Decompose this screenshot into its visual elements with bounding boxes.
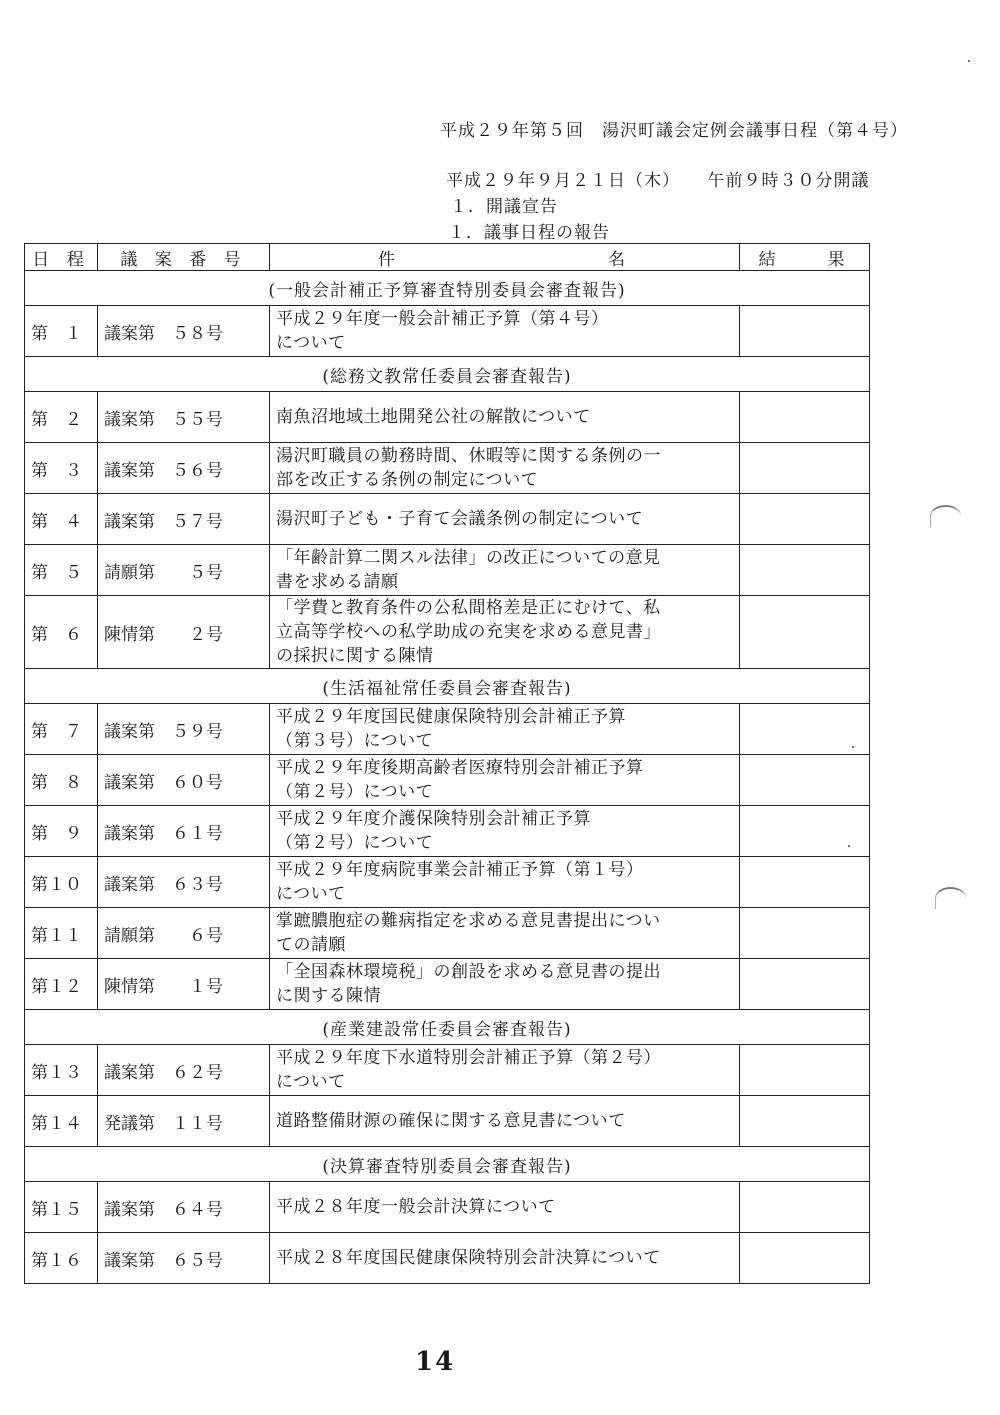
bill-number-cell: 議案第 ６２号 — [98, 1045, 270, 1096]
subject-cell: 平成２９年度下水道特別会計補正予算（第２号） について — [270, 1045, 740, 1096]
schedule-number-cell: 第１２ — [25, 959, 98, 1010]
section-header-row — [25, 1010, 870, 1045]
agenda-header-row — [25, 244, 870, 271]
schedule-number-cell: 第１３ — [25, 1045, 98, 1096]
scan-speck — [852, 746, 854, 748]
bill-number-cell: 議案第 ６１号 — [98, 806, 270, 857]
schedule-number-cell: 第 ８ — [25, 755, 98, 806]
bill-number-cell: 議案第 ５８号 — [98, 306, 270, 357]
result-cell — [740, 306, 870, 357]
section-header: (一般会計補正予算審査特別委員会審査報告) — [25, 271, 870, 306]
subject-cell: 南魚沼地域土地開発公社の解散について — [270, 392, 740, 443]
punch-hole-mark — [935, 887, 966, 909]
result-cell — [740, 908, 870, 959]
table-row — [25, 755, 870, 806]
subject-cell: 湯沢町子ども・子育て会議条例の制定について — [270, 494, 740, 545]
subject-cell: 平成２９年度国民健康保険特別会計補正予算 （第３号）について — [270, 704, 740, 755]
bill-number-cell: 陳情第 ２号 — [98, 596, 270, 669]
subject-cell: 平成２９年度介護保険特別会計補正予算 （第２号）について — [270, 806, 740, 857]
bill-number-cell: 発議第 １１号 — [98, 1096, 270, 1147]
scan-speck — [968, 60, 970, 62]
result-cell — [740, 959, 870, 1010]
subject-cell: 掌蹠膿胞症の難病指定を求める意見書提出につい ての請願 — [270, 908, 740, 959]
table-row — [25, 392, 870, 443]
table-row — [25, 1045, 870, 1096]
schedule-number-cell: 第１１ — [25, 908, 98, 959]
section-header-row — [25, 669, 870, 704]
subject-cell: 平成２９年度一般会計補正予算（第４号） について — [270, 306, 740, 357]
subject-cell: 平成２８年度国民健康保険特別会計決算について — [270, 1233, 740, 1284]
table-row — [25, 908, 870, 959]
table-row — [25, 857, 870, 908]
subject-cell: 「年齢計算二関スル法律」の改正についての意見 書を求める請願 — [270, 545, 740, 596]
subject-cell: 平成２９年度病院事業会計補正予算（第１号） について — [270, 857, 740, 908]
schedule-number-cell: 第１０ — [25, 857, 98, 908]
result-cell — [740, 1233, 870, 1284]
section-header: (総務文教常任委員会審査報告) — [25, 357, 870, 392]
column-header-schedule: 日 程 — [25, 244, 98, 271]
table-row — [25, 306, 870, 357]
table-row — [25, 959, 870, 1010]
bill-number-cell: 陳情第 １号 — [98, 959, 270, 1010]
table-row — [25, 806, 870, 857]
page-number: 14 — [415, 1347, 456, 1377]
column-header-bill-number: 議 案 番 号 — [98, 244, 270, 271]
result-cell — [740, 1096, 870, 1147]
result-cell — [740, 1045, 870, 1096]
table-row — [25, 545, 870, 596]
bill-number-cell: 議案第 ５５号 — [98, 392, 270, 443]
table-row — [25, 596, 870, 669]
subject-cell: 「学費と教育条件の公私間格差是正にむけて、私 立高等学校への私学助成の充実を求める意見書」 の採択に関する陳情 — [270, 596, 740, 669]
result-cell — [740, 545, 870, 596]
schedule-number-cell: 第 ３ — [25, 443, 98, 494]
result-cell — [740, 443, 870, 494]
bill-number-cell: 議案第 ５９号 — [98, 704, 270, 755]
schedule-number-cell: 第 ６ — [25, 596, 98, 669]
schedule-number-cell: 第１４ — [25, 1096, 98, 1147]
section-header-row — [25, 271, 870, 306]
table-row — [25, 704, 870, 755]
schedule-number-cell: 第１５ — [25, 1182, 98, 1233]
bill-number-cell: 議案第 ６５号 — [98, 1233, 270, 1284]
table-row — [25, 443, 870, 494]
agenda-body — [25, 271, 870, 1284]
bill-number-cell: 議案第 ５７号 — [98, 494, 270, 545]
section-header-row — [25, 1147, 870, 1182]
result-cell — [740, 494, 870, 545]
bill-number-cell: 請願第 ５号 — [98, 545, 270, 596]
column-header-result: 結 果 — [740, 244, 870, 271]
result-cell — [740, 392, 870, 443]
schedule-number-cell: 第 ７ — [25, 704, 98, 755]
schedule-number-cell: 第１６ — [25, 1233, 98, 1284]
column-header-subject: 件 名 — [270, 244, 740, 271]
subject-cell: 湯沢町職員の勤務時間、休暇等に関する条例の一 部を改正する条例の制定について — [270, 443, 740, 494]
schedule-number-cell: 第 ２ — [25, 392, 98, 443]
agenda-table — [24, 243, 870, 1284]
table-row — [25, 1233, 870, 1284]
result-cell — [740, 755, 870, 806]
bill-number-cell: 議案第 ６３号 — [98, 857, 270, 908]
table-row — [25, 1182, 870, 1233]
subject-cell: 「全国森林環境税」の創設を求める意見書の提出 に関する陳情 — [270, 959, 740, 1010]
schedule-number-cell: 第 ５ — [25, 545, 98, 596]
table-row — [25, 494, 870, 545]
scan-speck — [848, 845, 850, 847]
subject-cell: 平成２８年度一般会計決算について — [270, 1182, 740, 1233]
schedule-number-cell: 第 ４ — [25, 494, 98, 545]
bill-number-cell: 議案第 ６０号 — [98, 755, 270, 806]
bill-number-cell: 議案第 ５６号 — [98, 443, 270, 494]
subject-cell: 平成２９年度後期高齢者医療特別会計補正予算 （第２号）について — [270, 755, 740, 806]
section-header: (産業建設常任委員会審査報告) — [25, 1010, 870, 1045]
result-cell — [740, 1182, 870, 1233]
bill-number-cell: 請願第 ６号 — [98, 908, 270, 959]
table-row — [25, 1096, 870, 1147]
section-header: (決算審査特別委員会審査報告) — [25, 1147, 870, 1182]
schedule-number-cell: 第 ９ — [25, 806, 98, 857]
result-cell — [740, 806, 870, 857]
result-cell — [740, 857, 870, 908]
result-cell — [740, 596, 870, 669]
punch-hole-mark — [930, 505, 961, 527]
section-header: (生活福祉常任委員会審査報告) — [25, 669, 870, 704]
schedule-number-cell: 第 １ — [25, 306, 98, 357]
subject-cell: 道路整備財源の確保に関する意見書について — [270, 1096, 740, 1147]
result-cell — [740, 704, 870, 755]
section-header-row — [25, 357, 870, 392]
bill-number-cell: 議案第 ６４号 — [98, 1182, 270, 1233]
